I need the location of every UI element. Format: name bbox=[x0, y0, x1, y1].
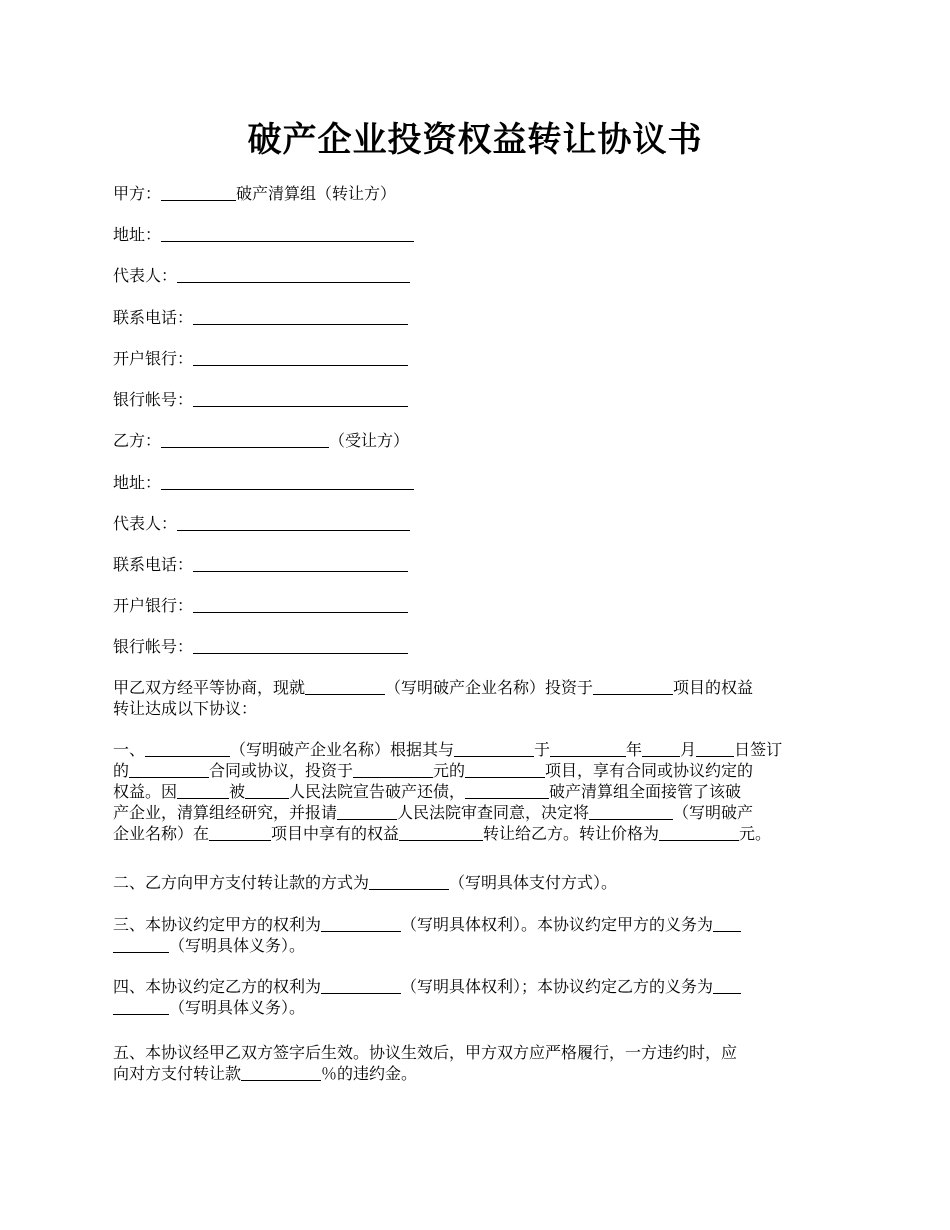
party-a-rep-blank[interactable] bbox=[177, 267, 410, 283]
party-b-rep-blank[interactable] bbox=[177, 515, 410, 531]
party-b-address-label: 地址： bbox=[113, 473, 162, 492]
clause-text: 被 bbox=[229, 782, 246, 801]
clause1-blank[interactable] bbox=[353, 762, 433, 778]
clause-text: （写明具体权利）。本协议约定甲方的义务为 bbox=[401, 915, 714, 934]
clause-text: 权益。因 bbox=[113, 782, 178, 801]
clause-text: （写明具体权利）；本协议约定乙方的义务为 bbox=[401, 977, 714, 996]
clause-text: 二、乙方向甲方支付转让款的方式为 bbox=[113, 873, 370, 892]
intro-blank-project[interactable] bbox=[593, 679, 673, 695]
document-title: 破产企业投资权益转让协议书 bbox=[247, 120, 703, 160]
clause5-blank-percent[interactable] bbox=[241, 1065, 321, 1081]
clause-text: 企业名称）在 bbox=[113, 824, 210, 843]
clause4-blank-duties-cont[interactable] bbox=[113, 999, 169, 1015]
clause1-blank[interactable] bbox=[465, 762, 545, 778]
party-b-address-line bbox=[113, 472, 414, 493]
party-a-account-label: 银行帐号： bbox=[113, 390, 194, 409]
clause3-blank-duties[interactable] bbox=[713, 916, 741, 932]
clause3-blank-rights[interactable] bbox=[321, 916, 401, 932]
clause-4-paragraph bbox=[113, 976, 853, 1018]
clause-text: 项目，享有合同或协议约定的 bbox=[545, 761, 754, 780]
clause-text: 的 bbox=[113, 761, 130, 780]
party-a-phone-blank[interactable] bbox=[193, 309, 408, 325]
party-b-bank-label: 开户银行： bbox=[113, 596, 194, 615]
clause1-blank[interactable] bbox=[465, 783, 549, 799]
clause-2-paragraph bbox=[113, 872, 853, 893]
clause-text: 年 bbox=[626, 740, 643, 759]
party-a-rep-line bbox=[113, 265, 410, 286]
clause1-blank[interactable] bbox=[145, 741, 230, 757]
clause1-blank-month[interactable] bbox=[642, 741, 680, 757]
party-a-address-blank[interactable] bbox=[161, 226, 414, 242]
clause1-blank[interactable] bbox=[337, 804, 397, 820]
clause4-blank-rights[interactable] bbox=[321, 978, 401, 994]
clause1-blank-day[interactable] bbox=[696, 741, 734, 757]
clause-1-paragraph bbox=[113, 739, 853, 844]
party-a-label: 甲方： bbox=[113, 184, 162, 203]
clause-text: 破产清算组全面接管了该破 bbox=[549, 782, 742, 801]
clause-text: 一、 bbox=[113, 740, 146, 759]
clause-text: 四、本协议约定乙方的权利为 bbox=[113, 977, 322, 996]
intro-paragraph bbox=[113, 677, 853, 719]
party-b-bank-line bbox=[113, 595, 408, 616]
clause1-blank[interactable] bbox=[129, 762, 209, 778]
intro-text: （写明破产企业名称）投资于 bbox=[385, 678, 594, 697]
party-b-phone-label: 联系电话： bbox=[113, 555, 194, 574]
party-a-phone-line bbox=[113, 307, 408, 328]
party-a-line bbox=[113, 183, 396, 204]
party-b-account-blank[interactable] bbox=[193, 638, 408, 654]
clause1-blank[interactable] bbox=[399, 825, 483, 841]
party-a-address-label: 地址： bbox=[113, 225, 162, 244]
party-b-rep-label: 代表人： bbox=[113, 514, 178, 533]
party-b-rep-line bbox=[113, 513, 410, 534]
clause1-blank-price[interactable] bbox=[659, 825, 739, 841]
party-a-bank-label: 开户银行： bbox=[113, 349, 194, 368]
intro-text: 甲乙双方经平等协商，现就 bbox=[113, 678, 306, 697]
party-b-line bbox=[113, 430, 409, 451]
clause-text: 项目中享有的权益 bbox=[271, 824, 400, 843]
clause-text: 向对方支付转让款 bbox=[113, 1064, 242, 1083]
clause-text: 于 bbox=[534, 740, 551, 759]
party-a-phone-label: 联系电话： bbox=[113, 308, 194, 327]
clause-text: （写明具体支付方式）。 bbox=[449, 873, 618, 892]
clause4-blank-duties[interactable] bbox=[713, 978, 741, 994]
party-a-bank-line bbox=[113, 348, 408, 369]
clause1-blank-year[interactable] bbox=[550, 741, 626, 757]
clause-text: （写明破产 bbox=[673, 803, 754, 822]
clause-text: 人民法院宣告破产还债， bbox=[289, 782, 466, 801]
clause-text: 产企业，清算组经研究，并报请 bbox=[113, 803, 338, 822]
clause-text: 日签订 bbox=[734, 740, 783, 759]
party-b-account-line bbox=[113, 636, 408, 657]
party-a-blank[interactable] bbox=[161, 185, 236, 201]
clause-text: 三、本协议约定甲方的权利为 bbox=[113, 915, 322, 934]
party-b-account-label: 银行帐号： bbox=[113, 637, 194, 656]
clause-text: 元的 bbox=[433, 761, 466, 780]
clause-text: 元。 bbox=[739, 824, 772, 843]
party-a-rep-label: 代表人： bbox=[113, 266, 178, 285]
clause1-blank[interactable] bbox=[177, 783, 229, 799]
clause1-blank[interactable] bbox=[209, 825, 271, 841]
party-a-suffix: 破产清算组（转让方） bbox=[236, 184, 397, 203]
party-b-bank-blank[interactable] bbox=[193, 597, 408, 613]
clause-text: ％的违约金。 bbox=[321, 1064, 418, 1083]
clause1-blank[interactable] bbox=[589, 804, 673, 820]
intro-blank-company[interactable] bbox=[305, 679, 385, 695]
clause-text: （写明具体义务）。 bbox=[169, 998, 306, 1017]
intro-text: 转让达成以下协议： bbox=[113, 699, 258, 718]
clause2-blank[interactable] bbox=[369, 874, 449, 890]
clause-text: 合同或协议，投资于 bbox=[209, 761, 354, 780]
party-b-suffix: （受让方） bbox=[329, 431, 410, 450]
clause-text: 人民法院审查同意，决定将 bbox=[397, 803, 590, 822]
party-b-label: 乙方： bbox=[113, 431, 162, 450]
party-b-blank[interactable] bbox=[161, 432, 329, 448]
clause-3-paragraph bbox=[113, 914, 853, 956]
clause3-blank-duties-cont[interactable] bbox=[113, 937, 169, 953]
clause1-blank[interactable] bbox=[245, 783, 289, 799]
party-b-address-blank[interactable] bbox=[161, 474, 414, 490]
party-b-phone-blank[interactable] bbox=[193, 556, 408, 572]
clause-text: 五、本协议经甲乙双方签字后生效。协议生效后，甲方双方应严格履行，一方违约时，应 bbox=[113, 1043, 738, 1062]
clause-text: 转让给乙方。转让价格为 bbox=[483, 824, 660, 843]
party-b-phone-line bbox=[113, 554, 408, 575]
party-a-address-line bbox=[113, 224, 414, 245]
clause-text: （写明破产企业名称）根据其与 bbox=[230, 740, 455, 759]
clause-text: （写明具体义务）。 bbox=[169, 936, 306, 955]
party-a-account-blank[interactable] bbox=[193, 391, 408, 407]
intro-text: 项目的权益 bbox=[673, 678, 754, 697]
party-a-account-line bbox=[113, 389, 408, 410]
clause-text: 月 bbox=[680, 740, 697, 759]
clause1-blank[interactable] bbox=[454, 741, 534, 757]
clause-5-paragraph bbox=[113, 1042, 853, 1084]
party-a-bank-blank[interactable] bbox=[193, 350, 408, 366]
